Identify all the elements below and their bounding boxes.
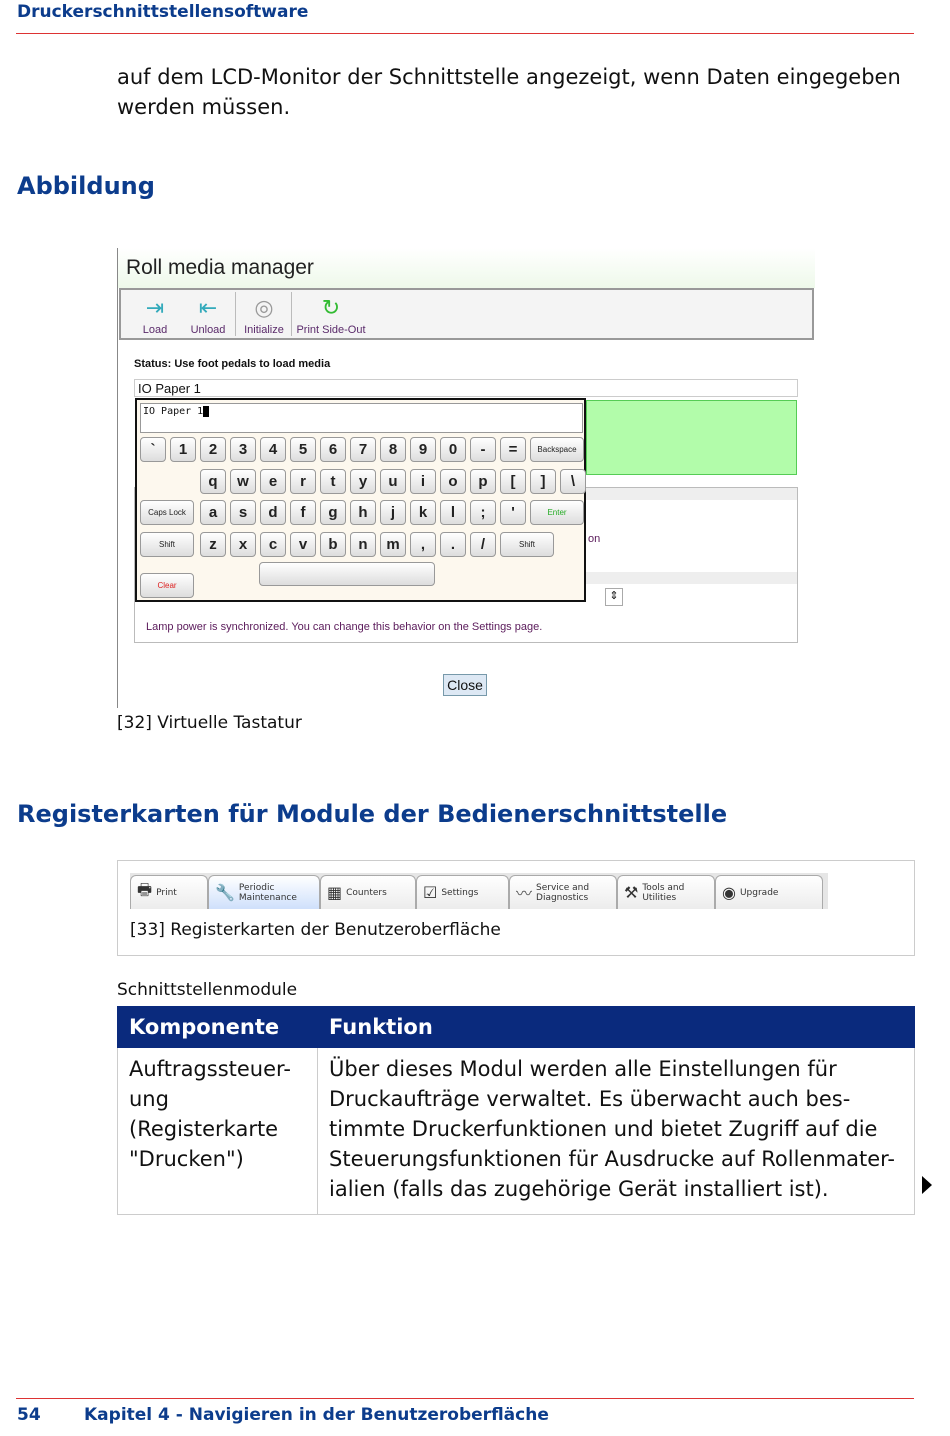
key[interactable]: [ — [500, 469, 526, 494]
key[interactable]: ` — [140, 437, 166, 462]
key[interactable]: 8 — [380, 437, 406, 462]
media-status-area — [586, 400, 797, 475]
key[interactable]: o — [440, 469, 466, 494]
table-row — [118, 1048, 915, 1215]
shift-key-right[interactable]: Shift — [500, 532, 554, 557]
key[interactable]: = — [500, 437, 526, 462]
initialize-button[interactable] — [241, 292, 287, 336]
print-side-out-button[interactable] — [296, 292, 366, 336]
key[interactable]: h — [350, 500, 376, 525]
media-name-field[interactable]: IO Paper 1 — [134, 379, 798, 397]
keyboard-text: IO Paper 1 — [143, 406, 204, 417]
key[interactable]: k — [410, 500, 436, 525]
unload-button[interactable] — [185, 292, 231, 336]
space-key[interactable] — [259, 562, 435, 586]
key[interactable]: ; — [470, 500, 496, 525]
unload-label: Unload — [190, 324, 226, 336]
tab-label: Upgrade — [739, 887, 779, 898]
key[interactable]: m — [380, 532, 406, 557]
key[interactable]: u — [380, 469, 406, 494]
tab-wrench-clock[interactable] — [208, 875, 320, 909]
key[interactable]: v — [290, 532, 316, 557]
toolbar — [119, 288, 814, 340]
key[interactable]: . — [440, 532, 466, 557]
printer-icon: 🖶 — [137, 880, 153, 899]
key[interactable]: 4 — [260, 437, 286, 462]
key[interactable]: 6 — [320, 437, 346, 462]
tab-tools[interactable] — [617, 875, 715, 909]
section-heading-figure: Abbildung — [17, 172, 155, 200]
key[interactable]: 5 — [290, 437, 316, 462]
wrench-clock-icon: 🔧 — [215, 883, 235, 902]
key[interactable]: w — [230, 469, 256, 494]
key[interactable]: 3 — [230, 437, 256, 462]
tab-waveform[interactable] — [509, 875, 617, 909]
backspace-key[interactable]: Backspace — [530, 437, 584, 462]
key[interactable]: l — [440, 500, 466, 525]
key[interactable]: , — [410, 532, 436, 557]
toolbar-separator — [291, 292, 292, 336]
keyboard-text-area[interactable] — [140, 403, 583, 433]
toolbar-separator — [235, 292, 236, 336]
key[interactable]: i — [410, 469, 436, 494]
tab-label: Tools and Utilities — [642, 882, 685, 903]
running-header: Druckerschnittstellensoftware — [17, 2, 309, 22]
initialize-icon: ◎ — [254, 295, 274, 320]
key[interactable]: y — [350, 469, 376, 494]
key[interactable]: 9 — [410, 437, 436, 462]
initialize-label: Initialize — [244, 324, 284, 336]
table-title: Schnittstellenmodule — [117, 980, 298, 1000]
key[interactable]: ] — [530, 469, 556, 494]
virtual-keyboard — [135, 398, 586, 602]
unload-icon: ⇤ — [198, 295, 218, 320]
close-button[interactable]: Close — [443, 674, 487, 696]
figure-caption-32: [32] Virtuelle Tastatur — [117, 713, 302, 733]
tab-bar — [130, 873, 828, 909]
modules-table — [117, 1006, 915, 1215]
column-header: Funktion — [318, 1007, 915, 1048]
key[interactable]: c — [260, 532, 286, 557]
lamp-note: Lamp power is synchronized. You can change this behavior on the Settings page. — [146, 621, 543, 633]
key[interactable]: t — [320, 469, 346, 494]
partial-label: on — [588, 533, 601, 545]
tab-counter[interactable] — [320, 875, 416, 909]
clear-key[interactable]: Clear — [140, 573, 194, 598]
key[interactable]: e — [260, 469, 286, 494]
intro-paragraph: auf dem LCD-Monitor der Schnittstelle angezeigt, wenn Daten eingegeben werden müssen. — [117, 65, 901, 119]
key[interactable]: 1 — [170, 437, 196, 462]
key[interactable]: b — [320, 532, 346, 557]
key[interactable]: g — [320, 500, 346, 525]
key[interactable]: 0 — [440, 437, 466, 462]
print-side-out-label: Print Side-Out — [296, 324, 366, 336]
disc-icon: ◉ — [722, 883, 736, 902]
status-text: Status: Use foot pedals to load media — [134, 358, 331, 370]
key[interactable]: 7 — [350, 437, 376, 462]
key[interactable]: r — [290, 469, 316, 494]
key[interactable]: x — [230, 532, 256, 557]
key[interactable]: p — [470, 469, 496, 494]
figure-tabs — [117, 860, 915, 956]
table-cell: Über dieses Modul werden alle Einstellungen für Druckaufträge verwaltet. Es überwacht auch bes-timmte Druckerfunktionen und bietet Zugriff auf die Steuerungsfunktionen für Ausdrucke auf Rollenmater-ialien (falls das zugehörige Gerät installiert ist). — [318, 1048, 915, 1215]
footer-rule — [16, 1398, 914, 1399]
continue-arrow-icon — [922, 1176, 932, 1194]
tab-label: Service and Diagnostics — [536, 882, 590, 903]
spinner-icon[interactable]: ⇕ — [605, 588, 623, 606]
key[interactable]: s — [230, 500, 256, 525]
shift-key-left[interactable]: Shift — [140, 532, 194, 557]
load-icon: ⇥ — [145, 295, 165, 320]
enter-key[interactable]: Enter — [530, 500, 584, 525]
table-cell: Auftragssteuer- ung (Registerkarte "Drucken") — [118, 1048, 318, 1215]
key[interactable]: ' — [500, 500, 526, 525]
key[interactable]: a — [200, 500, 226, 525]
tab-label: Settings — [441, 887, 479, 898]
key[interactable]: n — [350, 532, 376, 557]
key[interactable]: \ — [560, 469, 586, 494]
tab-label: Print — [156, 887, 177, 898]
waveform-icon: 〰 — [516, 884, 533, 903]
tab-label: Counters — [346, 887, 387, 898]
tab-checklist[interactable] — [416, 875, 509, 909]
tab-disc[interactable] — [715, 875, 823, 909]
key[interactable]: j — [380, 500, 406, 525]
chapter-title: Kapitel 4 - Navigieren in der Benutzeroberfläche — [84, 1405, 549, 1425]
counter-icon: ▦ — [327, 883, 343, 902]
load-label: Load — [142, 324, 168, 336]
key[interactable]: / — [470, 532, 496, 557]
page-number: 54 — [17, 1405, 41, 1425]
window-title: Roll media manager — [118, 248, 815, 288]
caps-lock-key[interactable]: Caps Lock — [140, 500, 194, 525]
key[interactable]: f — [290, 500, 316, 525]
key[interactable]: - — [470, 437, 496, 462]
tab-printer[interactable] — [130, 875, 208, 909]
key[interactable]: z — [200, 532, 226, 557]
figure-caption-33: [33] Registerkarten der Benutzeroberfläche — [130, 920, 501, 940]
checklist-icon: ☑ — [423, 883, 438, 902]
print-side-out-icon: ↻ — [321, 295, 341, 320]
key[interactable]: 2 — [200, 437, 226, 462]
key[interactable]: q — [200, 469, 226, 494]
tab-label: Periodic Maintenance — [238, 882, 297, 903]
header-rule — [16, 33, 914, 34]
figure-roll-media-manager — [117, 248, 814, 708]
key[interactable]: d — [260, 500, 286, 525]
section-heading-tabs: Registerkarten für Module der Bedienerschnittstelle — [17, 800, 728, 828]
tools-icon: ⚒ — [624, 883, 639, 902]
load-button[interactable] — [135, 292, 175, 336]
column-header: Komponente — [118, 1007, 318, 1048]
